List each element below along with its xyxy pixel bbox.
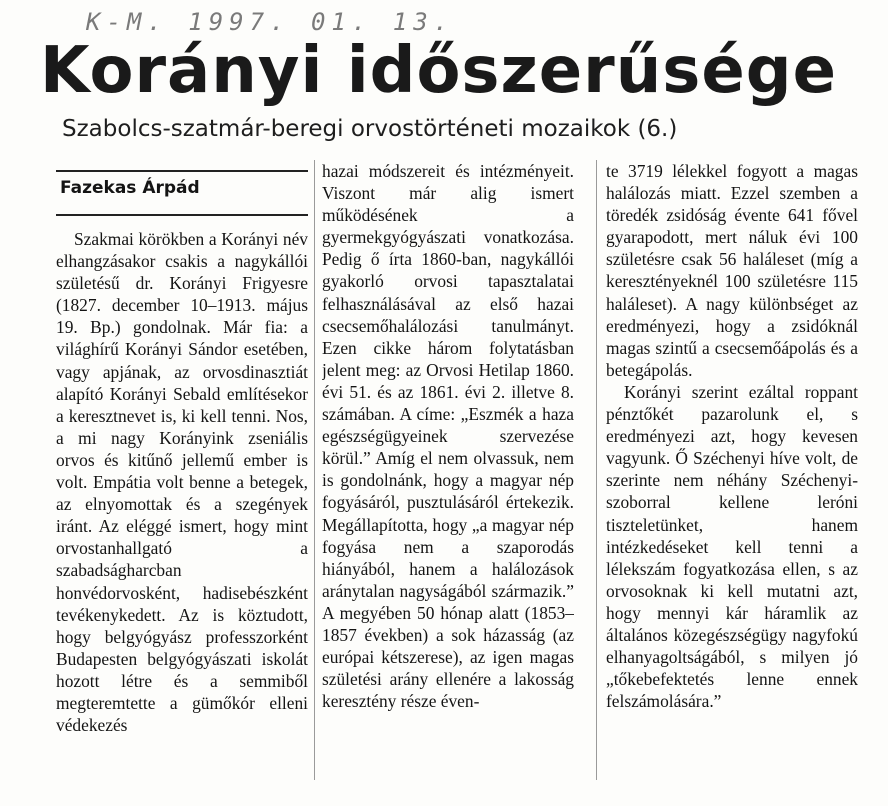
byline-box xyxy=(56,170,308,216)
byline: Fazekas Árpád xyxy=(60,178,200,198)
article-column-3 xyxy=(606,160,858,712)
article-paragraph: Korányi szerint ezáltal roppant pénztőkét pazarolunk el, s eredményezi azt, hogy kevesen vagyunk. Ő Széchenyi híve volt, de szerinte nem néhány Széchenyi-szoborral kellene leróni tiszteletünket, hanem intézkedéseket kell tenni a lélekszám fogyatkozása ellen, s az orvosoknak ki kell mutatni azt, hogy mennyi kár háramlik az általános közegészségügy nagyfokú elhanyagoltságából, s milyen jó „tőkebefektetés lenne ennek felszámolására.” xyxy=(606,381,858,712)
article-paragraph: Szakmai körökben a Korányi név elhangzásakor csakis a nagykállói születésű dr. Korányi Frigyesre (1827. december 10–1913. május 19. Bp.) gondolnak. Már fia: a világhírű Korányi Sándor esetében, vagy apjának, az orvosdinasztiát alapító Korányi Sebald említésekor a keresztnevet is, ki kell tenni. Nos, a mi nagy Korányink zseniális orvos és kitűnő jellemű ember is volt. Empátia volt benne a betegek, az elnyomottak és a szegények iránt. Az eléggé ismert, hogy mint orvostanhallgató a szabadságharcban honvédorvosként, hadisebészként tevékenykedett. Az is köztudott, hogy belgyógyász professzorként Budapesten belgyógyászati iskolát hozott létre és a semmiből megteremtette a gümőkór elleni védekezés xyxy=(56,229,308,736)
handwritten-date-note: K-M. 1997. 01. 13. xyxy=(86,8,455,36)
subheadline: Szabolcs-szatmár-beregi orvostörténeti mozaikok (6.) xyxy=(62,116,678,142)
article-paragraph: te 3719 lélekkel fogyott a magas halálozás miatt. Ezzel szemben a töredék zsidóság évente 641 fővel gyarapodott, mert náluk évi 100 születésre csak 56 haláleset (míg a keresztényeknél 100 születésre 115 haláleset). A nagy különbséget az eredményezi, hogy a zsidóknál magas szintű a csecsemőápolás és a betegápolás. xyxy=(606,161,858,380)
column-divider xyxy=(314,160,315,780)
article-column-2 xyxy=(322,160,574,712)
column-divider xyxy=(596,160,597,780)
article-paragraph: hazai módszereit és intézményeit. Viszont már alig ismert működésének a gyermekgyógyászati vonatkozása. Pedig ő írta 1860-ban, nagykállói gyakorló orvosi tapasztalatai felhasználásával az első hazai csecsemőhalálozási tanulmányt. Ezen cikke három folytatásban jelent meg: az Orvosi Hetilap 1860. évi 51. és az 1861. évi 2. illetve 8. számában. A címe: „Eszmék a haza egészségügyeinek szervezése körül.” Amíg el nem olvassuk, nem is gondolnánk, hogy a magyar nép fogyásáról, pusztulásáról értekezik. Megállapította, hogy „a magyar nép fogyása nem a szaporodás hiányából, hanem a halálozások aránytalan nagyságából származik.” A megyében 50 hónap alatt (1853–1857 években) a sok házasság (az európai kétszerese), az igen magas születési arány ellenére a lakosság keresztény része éven- xyxy=(322,161,574,712)
article-column-1 xyxy=(56,228,308,736)
headline: Korányi időszerűsége xyxy=(40,34,837,108)
